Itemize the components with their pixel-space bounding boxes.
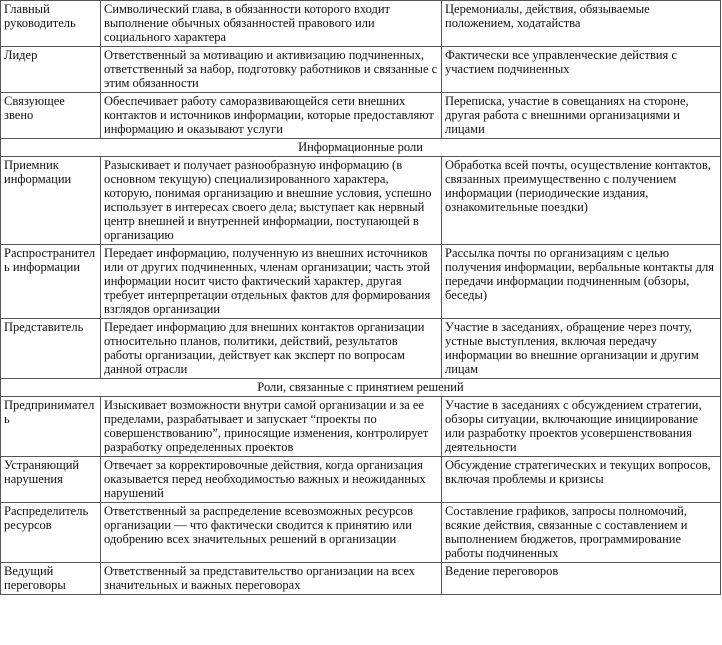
role-description-cell: Обеспечивает работу саморазвивающейся сети внешних контактов и источников информации, которые предоставляют информацию и оказывают услуги — [101, 93, 442, 139]
role-activity-cell: Обработка всей почты, осуществление контактов, связанных преимущественно с получением информации (периодические издания, ознакомительные поездки) — [442, 157, 721, 245]
table-row — [1, 397, 721, 457]
role-description-cell: Ответственный за распределение всевозможных ресурсов организации — что фактически сводится к принятию или одобрению всех значительных решений в организации — [101, 503, 442, 563]
role-name-cell: Распространитель информации — [1, 245, 101, 319]
role-name-cell: Лидер — [1, 47, 101, 93]
roles-table-body — [1, 1, 721, 595]
role-activity-cell: Рассылка почты по организациям с целью получения информации, вербальные контакты для передачи информации подчиненным (обзоры, беседы) — [442, 245, 721, 319]
role-name-cell: Распределитель ресурсов — [1, 503, 101, 563]
role-description-cell: Ответственный за представительство организации на всех значительных и важных переговорах — [101, 563, 442, 595]
section-heading: Информационные роли — [1, 139, 721, 157]
role-activity-cell: Обсуждение стратегических и текущих вопросов, включая проблемы и кризисы — [442, 457, 721, 503]
table-row — [1, 157, 721, 245]
role-activity-cell: Участие в заседаниях, обращение через почту, устные выступления, включая передачу информации во внешние организации и другим лицам — [442, 319, 721, 379]
table-row — [1, 563, 721, 595]
role-description-cell: Символический глава, в обязанности которого входит выполнение обычных обязанностей правового или социального характера — [101, 1, 442, 47]
role-name-cell: Устраняющий нарушения — [1, 457, 101, 503]
role-activity-cell: Составление графиков, запросы полномочий, всякие действия, связанные с составлением и выполнением бюджетов, программирование работы подчиненных — [442, 503, 721, 563]
role-description-cell: Ответственный за мотивацию и активизацию подчиненных, ответственный за набор, подготовку работников и связанные с этим обязанности — [101, 47, 442, 93]
role-activity-cell: Ведение переговоров — [442, 563, 721, 595]
section-heading: Роли, связанные с принятием решений — [1, 379, 721, 397]
role-description-cell: Передает информацию, полученную из внешних источников или от других подчиненных, членам организации; часть этой информации носит чисто фактический характер, другая требует интерпретации отдельных фактов для формирования взглядов организации — [101, 245, 442, 319]
table-row — [1, 1, 721, 47]
table-row — [1, 319, 721, 379]
table-row — [1, 457, 721, 503]
table-row — [1, 245, 721, 319]
role-activity-cell: Участие в заседаниях с обсуждением стратегии, обзоры ситуации, включающие инициирование или разработку проектов усовершенствования деятельности — [442, 397, 721, 457]
role-name-cell: Приемник информации — [1, 157, 101, 245]
role-description-cell: Изыскивает возможности внутри самой организации и за ее пределами, разрабатывает и запускает “проекты по совершенствованию”, приносящие изменения, контролирует разработку определенных проектов — [101, 397, 442, 457]
role-description-cell: Разыскивает и получает разнообразную информацию (в основном текущую) специализированного характера, которую, понимая организацию и внешние условия, успешно использует в интересах своего дела; выступает как нервный центр внешней и внутренней информации, поступающей в организацию — [101, 157, 442, 245]
table-row — [1, 503, 721, 563]
section-header-row — [1, 139, 721, 157]
table-row — [1, 47, 721, 93]
role-name-cell: Предприниматель — [1, 397, 101, 457]
role-name-cell: Связующее звено — [1, 93, 101, 139]
table-row — [1, 93, 721, 139]
role-name-cell: Представитель — [1, 319, 101, 379]
role-description-cell: Отвечает за корректировочные действия, когда организация оказывается перед необходимостью важных и неожиданных нарушений — [101, 457, 442, 503]
section-header-row — [1, 379, 721, 397]
role-description-cell: Передает информацию для внешних контактов организации относительно планов, политики, действий, результатов работы организации, действует как эксперт по вопросам данной отрасли — [101, 319, 442, 379]
role-name-cell: Ведущий переговоры — [1, 563, 101, 595]
role-name-cell: Главный руководитель — [1, 1, 101, 47]
role-activity-cell: Фактически все управленческие действия с участием подчиненных — [442, 47, 721, 93]
role-activity-cell: Церемониалы, действия, обязываемые положением, ходатайства — [442, 1, 721, 47]
role-activity-cell: Переписка, участие в совещаниях на стороне, другая работа с внешними организациями и лицами — [442, 93, 721, 139]
